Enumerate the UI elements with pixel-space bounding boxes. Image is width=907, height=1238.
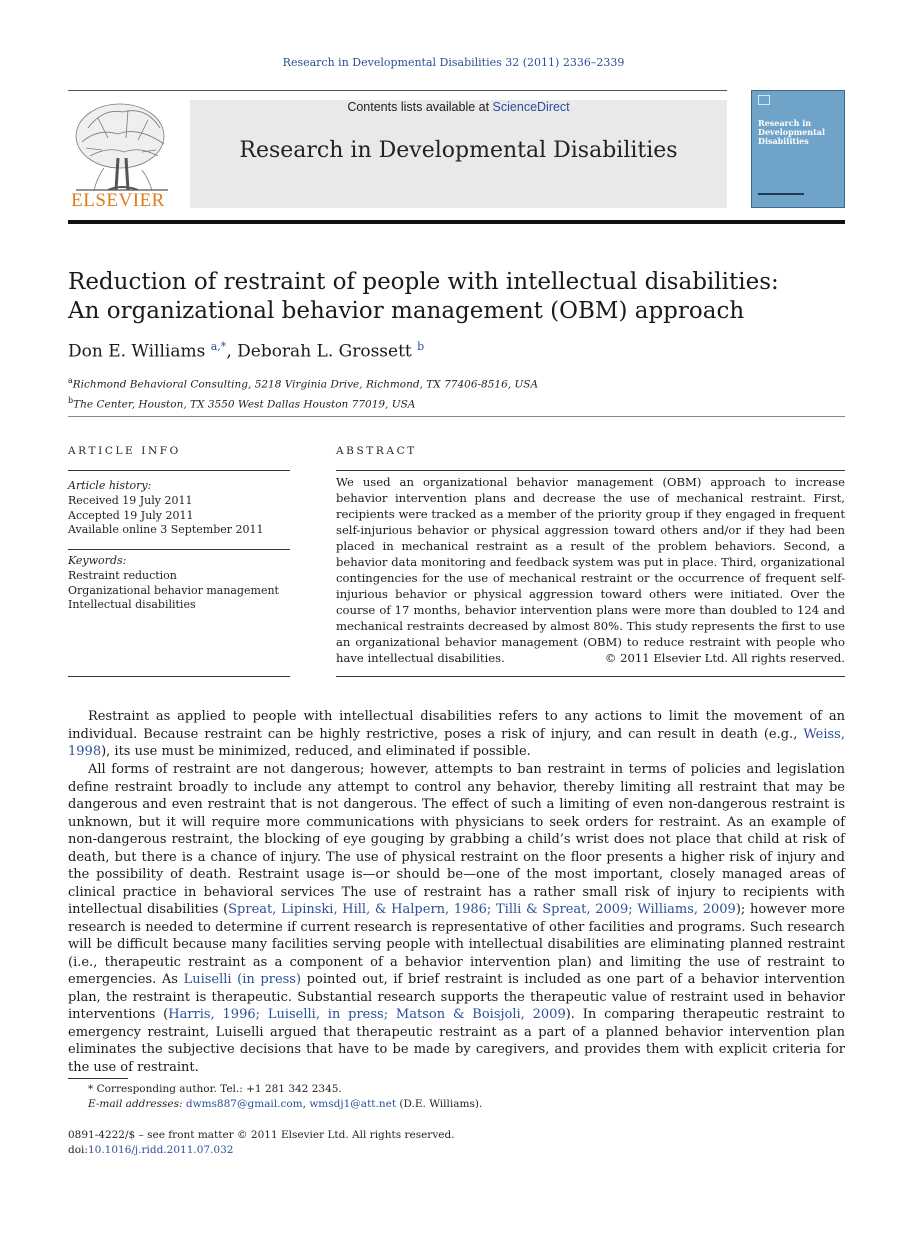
affiliation-b: [68, 393, 538, 413]
abstract-copyright: © 2011 Elsevier Ltd. All rights reserved.: [604, 651, 845, 665]
received-date: Received 19 July 2011: [68, 493, 193, 507]
author-separator: ,: [226, 341, 238, 362]
author-name[interactable]: Don E. Williams: [68, 341, 206, 362]
affiliation-rule: [68, 416, 845, 417]
contents-prefix: Contents lists available at: [347, 100, 493, 114]
corresponding-author-note: * Corresponding author. Tel.: +1 281 342 2345.: [88, 1083, 342, 1095]
email-link[interactable]: dwms887@gmail.com: [185, 1098, 303, 1110]
author-list: [68, 340, 424, 362]
info-rule: [68, 549, 290, 550]
doi-link[interactable]: 10.1016/j.ridd.2011.07.032: [87, 1144, 234, 1156]
article-title-line-2: An organizational behavior management (OBM) approach: [68, 298, 745, 324]
issn-block: [68, 1128, 845, 1158]
citation-link[interactable]: Weiss, 1998: [68, 726, 845, 759]
cover-title: Research in Developmental Disabilities: [758, 118, 826, 146]
journal-cover-thumbnail[interactable]: [751, 90, 845, 208]
citation-link[interactable]: Luiselli (in press): [183, 972, 302, 987]
contents-line: [190, 100, 727, 114]
article-title: [68, 268, 845, 326]
affiliation-text: The Center, Houston, TX 3550 West Dallas Houston 77019, USA: [73, 398, 416, 410]
email-suffix: (D.E. Williams).: [396, 1098, 483, 1110]
article-history: [68, 479, 290, 538]
affiliations: [68, 373, 538, 412]
keywords: [68, 554, 290, 613]
affiliation-marker: a: [68, 376, 73, 385]
email-note: [68, 1097, 845, 1112]
author-name[interactable]: Deborah L. Grossett: [237, 341, 412, 362]
journal-reference[interactable]: Research in Developmental Disabilities 32 (2011) 2336–2339: [282, 56, 625, 69]
article-title-line-1: Reduction of restraint of people with intellectual disabilities:: [68, 269, 779, 295]
keyword-item: Restraint reduction: [68, 568, 177, 582]
author-affiliation-marker[interactable]: a,*: [210, 340, 227, 353]
email-link[interactable]: wmsdj1@att.net: [309, 1098, 397, 1110]
citation-link[interactable]: Harris, 1996; Luiselli, in press; Matson & Boisjoli, 2009: [168, 1007, 566, 1022]
footnote-rule: [68, 1078, 128, 1079]
cover-logo-icon: [758, 95, 770, 105]
article-info-heading: ARTICLE INFO: [68, 445, 181, 457]
body-text: Restraint as applied to people with intellectual disabilities refers to any actions to limit the movement of an individual. Because restraint can be highly restrictive, poses a risk of injury, and can result in death (e.g.,: [68, 709, 845, 742]
body-text: All forms of restraint are not dangerous; however, attempts to ban restraint in terms of policies and legislation define restraint broadly to include any attempt to control any behavior, thereby limiting all restraint that may be dangerous and even restraint that is not dangerous. The effect of such a limiting of even non-dangerous restraint is unknown, but it will require more communications with physicians to seek orders for restraint. As an example of non-dangerous restraint, the blocking of eye gouging by grabbing a child’s wrist does not place that child at risk of death, but there is a chance of injury. The use of physical restraint on the floor presents a higher risk of injury and the possibility of death. Restraint usage is—or should be—one of the most important, closely managed areas of clinical practice in behavioral services The use of restraint has a rather small risk of injury to recipients with intellectual disabilities (: [68, 762, 845, 917]
keywords-label: Keywords:: [68, 554, 127, 567]
journal-title[interactable]: Research in Developmental Disabilities: [239, 138, 678, 163]
sciencedirect-link[interactable]: ScienceDirect: [492, 100, 570, 114]
email-label: E-mail addresses:: [88, 1098, 183, 1110]
online-date: Available online 3 September 2011: [68, 523, 264, 537]
abstract-heading: ABSTRACT: [336, 445, 417, 457]
accepted-date: Accepted 19 July 2011: [68, 508, 194, 522]
info-rule: [68, 676, 290, 677]
history-label: Article history:: [68, 479, 152, 492]
footnotes: [68, 1082, 845, 1112]
info-rule: [68, 470, 290, 471]
cover-bar: [758, 193, 804, 195]
elsevier-wordmark: ELSEVIER: [71, 190, 165, 211]
keyword-item: Intellectual disabilities: [68, 598, 196, 612]
issn-line: 0891-4222/$ – see front matter © 2011 Elsevier Ltd. All rights reserved.: [68, 1129, 455, 1141]
body-paragraph: [68, 708, 845, 761]
abstract-rule: [336, 676, 845, 677]
body-paragraph: [68, 761, 845, 1076]
body-text: ); however more research is needed to determine if current research is representative of other facilities and programs. Such research will be difficult because many facilities serving people with intellectual disabilities are eliminating planned restraint (i.e., therapeutic restraint as a component of a behavior intervention plan) and limiting the use of restraint to emergencies. As: [68, 902, 845, 987]
doi-label: doi:: [68, 1144, 88, 1156]
email-separator: ,: [302, 1098, 310, 1110]
body-text: ). In comparing therapeutic restraint to emergency restraint, Luiselli argued that therapeutic restraint as a part of a planned behavior intervention plan eliminates the subjective decisions that have to be made by caregivers, and provides them with explicit criteria for the use of restraint.: [68, 1007, 846, 1075]
abstract-text: We used an organizational behavior management (OBM) approach to increase behavior intervention plans and decrease the use of mechanical restraint. First, recipients were tracked as a member of the priority group if they engaged in frequent self-injurious behavior or physical aggression toward others and/or if they had been placed in mechanical restraint as a result of the problem behaviors. Second, a behavior data monitoring and feedback system was put in place. Third, organizational contingencies for the use of mechanical restraint or the occurrence of frequent self-injurious behavior or physical aggression toward others were initiated. Over the course of 17 months, behavior intervention plans were more than doubled to 124 and mechanical restraints decreased by almost 80%. This study represents the first to use an organizational behavior management (OBM) to reduce restraint with people who have intellectual disabilities.: [336, 475, 845, 665]
affiliation-text: Richmond Behavioral Consulting, 5218 Virginia Drive, Richmond, TX 77406-8516, USA: [72, 378, 539, 391]
elsevier-logo[interactable]: [68, 98, 178, 210]
affiliation-marker: b: [68, 395, 74, 405]
header-rule: [68, 90, 727, 91]
doi-line: [68, 1143, 845, 1158]
citation-link[interactable]: Spreat, Lipinski, Hill, & Halpern, 1986; Tilli & Spreat, 2009; Williams, 2009: [228, 902, 736, 917]
header-thick-rule: [68, 220, 845, 224]
affiliation-a: [68, 373, 538, 393]
author-affiliation-marker[interactable]: b: [417, 340, 425, 353]
body-text: ), its use must be minimized, reduced, and eliminated if possible.: [101, 744, 531, 759]
keyword-item: Organizational behavior management: [68, 583, 279, 597]
body-text: pointed out, if brief restraint is included as one part of a behavior intervention plan, the restraint is therapeutic. Substantial research supports the therapeutic value of restraint used in behavior interventions (: [68, 972, 846, 1022]
abstract-rule: [336, 470, 845, 471]
